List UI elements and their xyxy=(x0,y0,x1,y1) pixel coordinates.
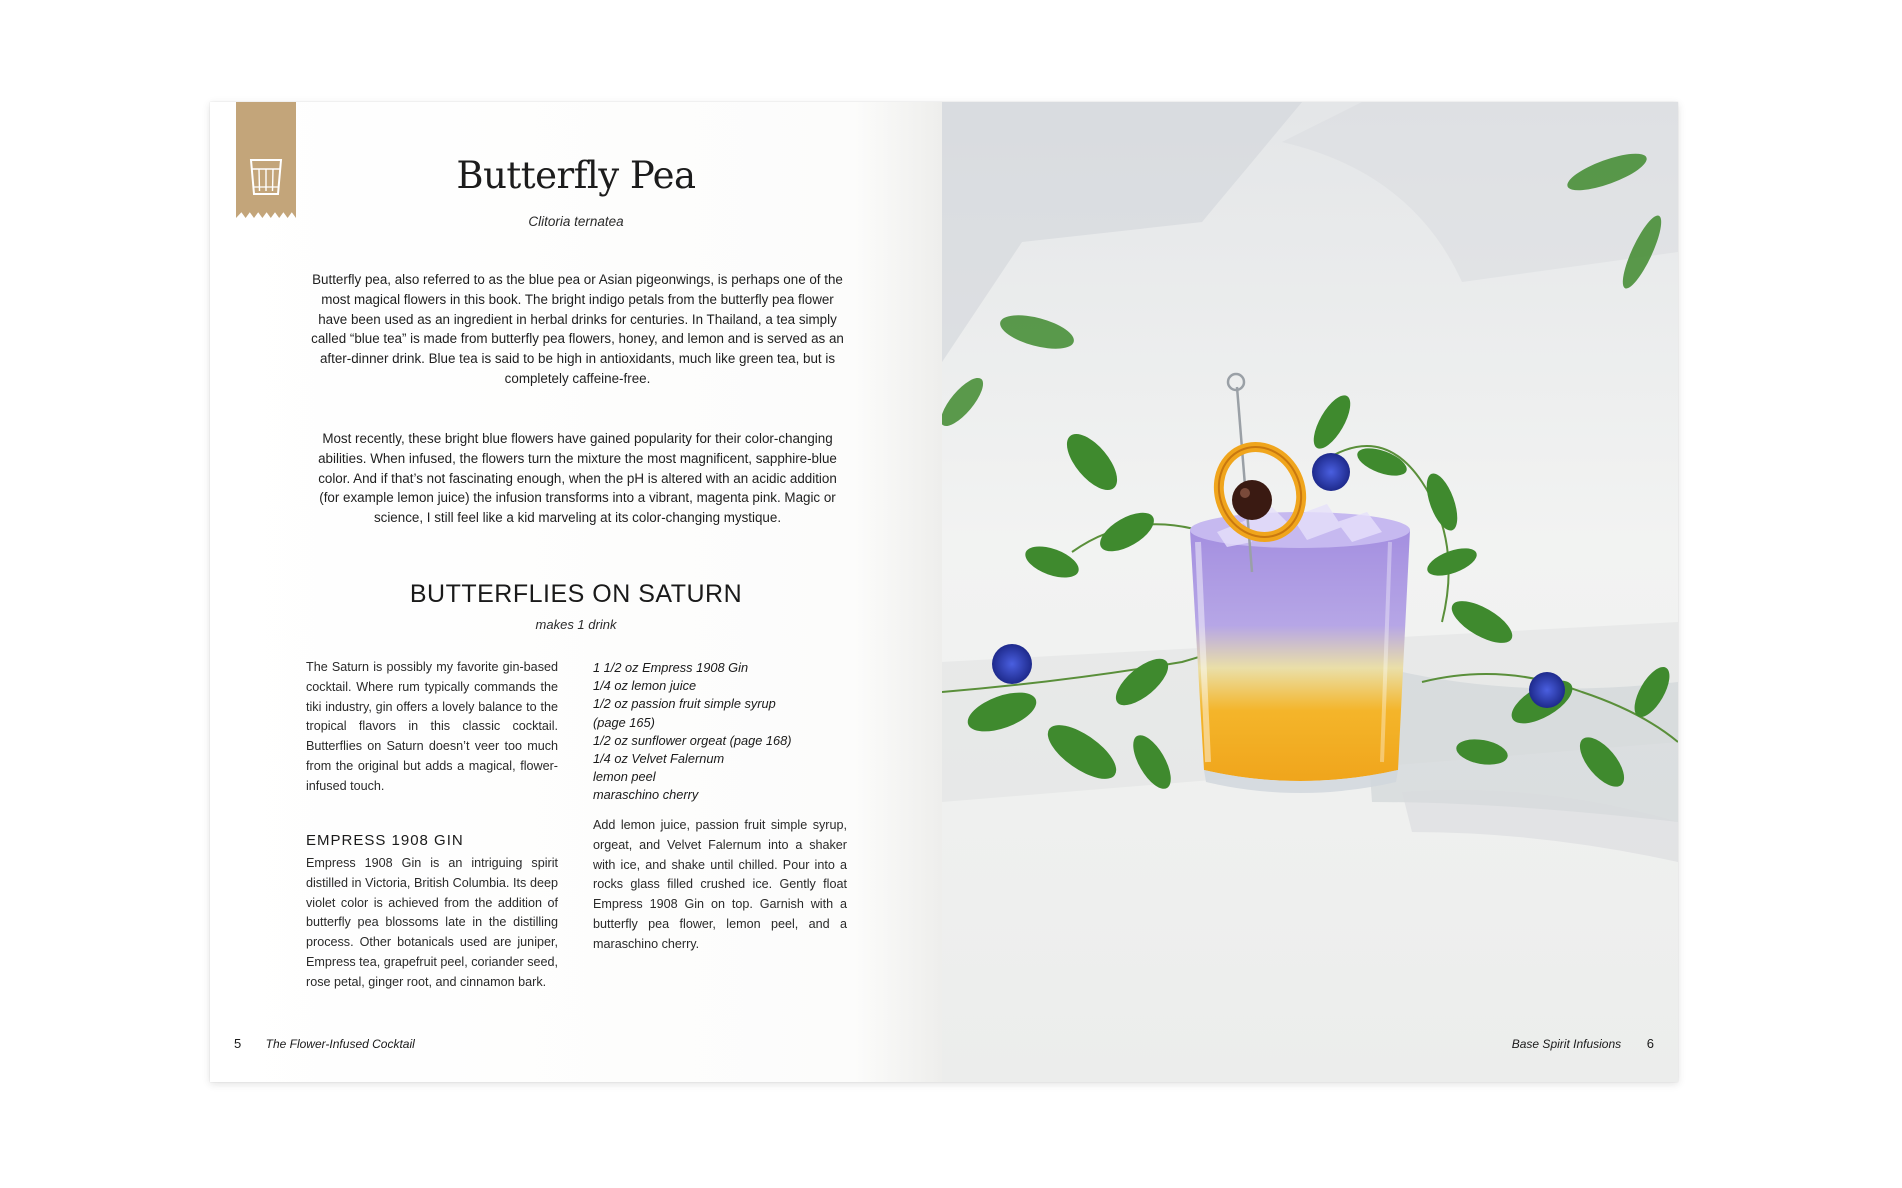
intro-paragraph-1: Butterfly pea, also referred to as the blue pea or Asian pigeonwings, is perhaps one of the most magical flowers in this book. The bright indigo petals from the butterfly pea flower have been used as an ingredient in herbal drinks for centuries. In Thailand, a tea simply called “blue tea” is made from butterfly pea flowers, honey, and lemon and is served as an after-dinner drink. Blue tea is said to be high in antioxidants, much like green tea, but is completely caffeine-free. xyxy=(311,272,844,386)
left-page xyxy=(210,102,942,1082)
recipe-yield: makes 1 drink xyxy=(535,617,617,632)
left-footer xyxy=(234,1036,415,1051)
right-footer xyxy=(1512,1036,1654,1051)
ingredient-list xyxy=(593,659,853,805)
sidebar-heading: EMPRESS 1908 GIN xyxy=(306,832,464,849)
running-title: Base Spirit Infusions xyxy=(1511,1037,1622,1051)
page-title: Butterfly Pea xyxy=(456,154,696,197)
ingredient-item: 1/4 oz lemon juice xyxy=(593,678,697,694)
intro-paragraph-2: Most recently, these bright blue flowers have gained popularity for their color-changing abilities. When infused, the flowers turn the mixture the most magnificent, sapphire-blue color. And if that’s not fascinating enough, when the pH is altered with an acidic addition (for example lemon juice) the infusion transforms into a vibrant, magenta pink. Magic or science, I still feel like a kid marveling at its color-changing mystique. xyxy=(318,431,837,526)
ingredient-item: (page 165) xyxy=(593,714,655,730)
ingredient-item: 1/4 oz Velvet Falernum xyxy=(593,751,725,767)
page-number: 6 xyxy=(1646,1036,1654,1051)
page-number: 5 xyxy=(234,1036,242,1051)
botanical-name: Clitoria ternatea xyxy=(528,214,624,229)
ingredient-item: 1 1/2 oz Empress 1908 Gin xyxy=(593,660,749,675)
sidebar-text: Empress 1908 Gin is an intriguing spirit distilled in Victoria, British Columbia. Its deep violet color is achieved from the addition of butterfly pea blossoms late in the distilling process. Other botanicals used are juniper, Empress tea, grapefruit peel, coriander seed, rose petal, ginger root, and cinnamon bark. xyxy=(306,856,559,989)
recipe-title: BUTTERFLIES ON SATURN xyxy=(409,580,743,608)
ingredient-item: 1/2 oz sunflower orgeat (page 168) xyxy=(593,732,792,748)
ingredient-item: 1/2 oz passion fruit simple syrup xyxy=(593,696,776,712)
book-spread xyxy=(210,102,1678,1082)
ingredient-item: lemon peel xyxy=(593,769,656,785)
running-title: The Flower-Infused Cocktail xyxy=(265,1037,415,1051)
right-page xyxy=(942,102,1678,1082)
recipe-description: The Saturn is possibly my favorite gin-based cocktail. Where rum typically commands the tiki industry, gin offers a lovely balance to the tropical flavors in this classic cocktail. Butterflies on Saturn doesn’t veer too much from the original but adds a magical, flower-infused touch. xyxy=(306,660,558,793)
cocktail-photo xyxy=(942,102,1678,1082)
recipe-method: Add lemon juice, passion fruit simple syrup, orgeat, and Velvet Falernum into a shaker with ice, and shake until chilled. Pour into a rocks glass filled crushed ice. Gently float Empress 1908 Gin on top. Garnish with a butterfly pea flower, lemon peel, and a maraschino cherry. xyxy=(593,818,847,951)
ingredient-item: maraschino cherry xyxy=(593,787,699,803)
